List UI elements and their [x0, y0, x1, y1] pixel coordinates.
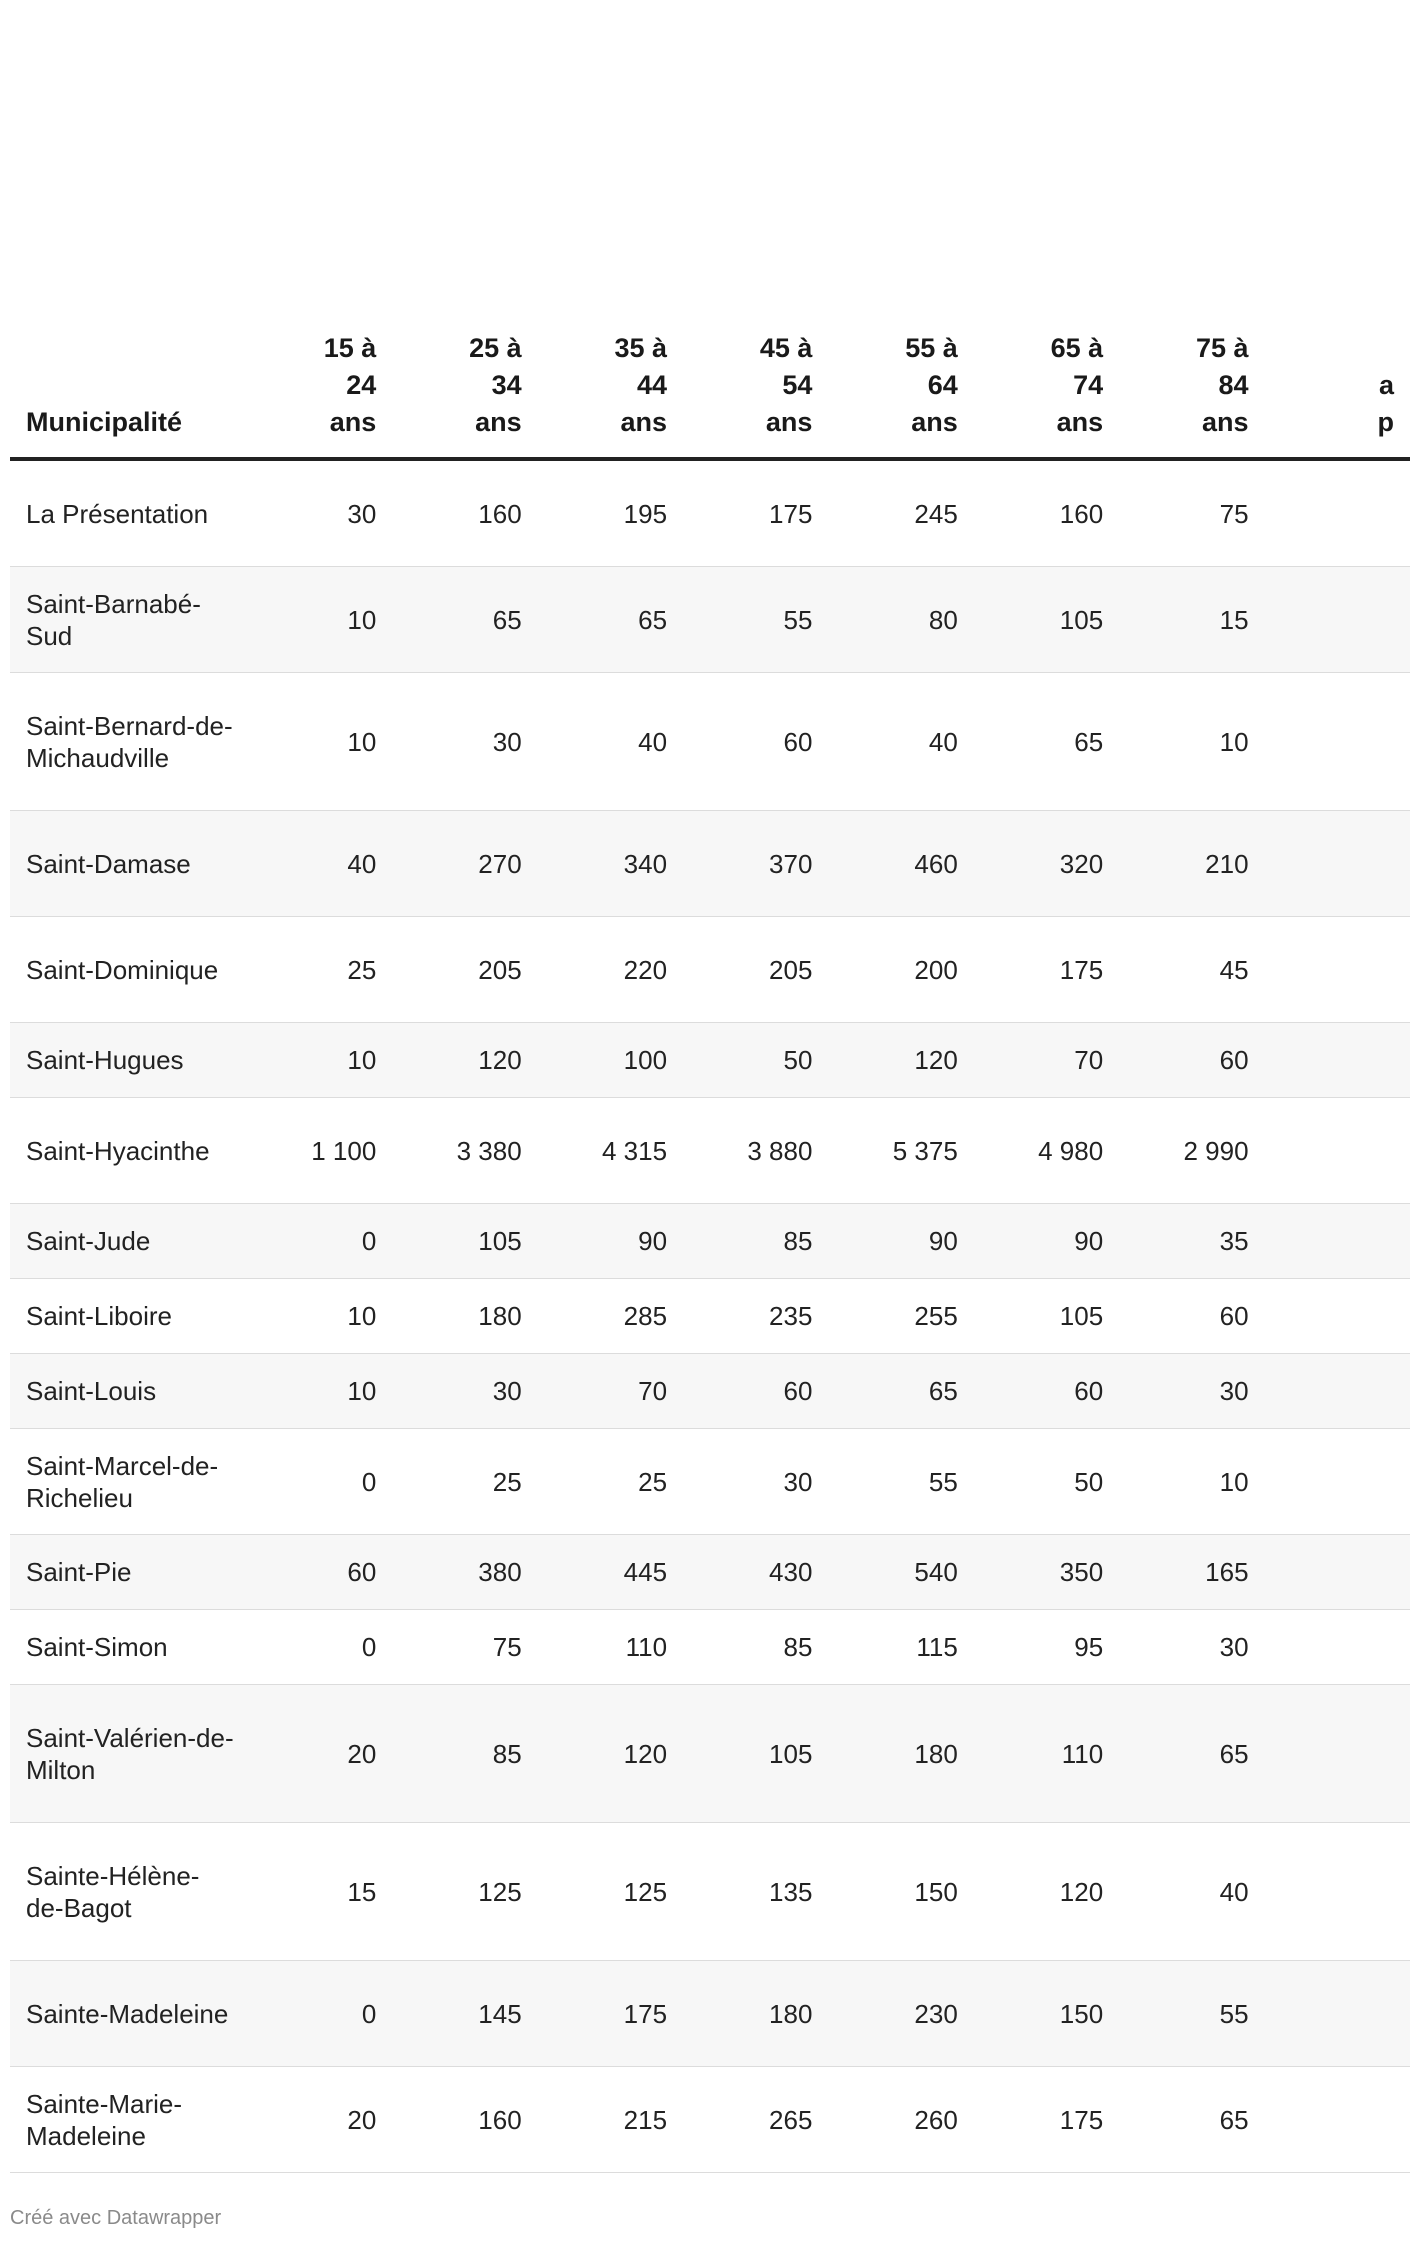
value-cell: 150 — [974, 1961, 1119, 2067]
municipality-cell: Saint-Damase — [10, 811, 247, 917]
value-cell: 15 — [1119, 567, 1264, 673]
value-cell-clipped — [1265, 1961, 1410, 2067]
column-header-line: 44 — [637, 370, 668, 400]
column-header-line: a — [1378, 370, 1394, 400]
value-cell: 85 — [392, 1685, 537, 1823]
value-cell: 160 — [392, 2067, 537, 2173]
column-header-line: 25 à — [469, 333, 522, 363]
column-header-line: ans — [1056, 407, 1104, 437]
column-header-line: 75 à — [1195, 333, 1249, 363]
value-cell: 55 — [828, 1429, 973, 1535]
value-cell: 60 — [247, 1535, 392, 1610]
value-cell: 145 — [392, 1961, 537, 2067]
value-cell: 10 — [247, 567, 392, 673]
municipality-cell: Sainte-Marie-Madeleine — [10, 2067, 247, 2173]
column-header-line: Municipalité — [26, 407, 183, 437]
column-header-line: ans — [620, 407, 668, 437]
value-cell: 95 — [974, 1610, 1119, 1685]
value-cell: 30 — [1119, 1354, 1264, 1429]
municipality-cell: Sainte-Madeleine — [10, 1961, 247, 2067]
column-header-line: 54 — [782, 370, 813, 400]
value-cell: 50 — [683, 1023, 828, 1098]
value-cell-clipped — [1265, 1685, 1410, 1823]
value-cell: 125 — [538, 1823, 683, 1961]
value-cell-clipped — [1265, 1354, 1410, 1429]
column-header-line: 24 — [346, 370, 377, 400]
value-cell: 25 — [392, 1429, 537, 1535]
value-cell: 75 — [392, 1610, 537, 1685]
value-cell: 0 — [247, 1961, 392, 2067]
column-header-line: ans — [765, 407, 813, 437]
value-cell: 10 — [247, 1354, 392, 1429]
column-header-1[interactable] — [247, 330, 392, 459]
value-cell-clipped — [1265, 1535, 1410, 1610]
value-cell: 40 — [538, 673, 683, 811]
value-cell: 40 — [247, 811, 392, 917]
value-cell: 3 380 — [392, 1098, 537, 1204]
value-cell: 105 — [974, 1279, 1119, 1354]
value-cell-clipped — [1265, 1023, 1410, 1098]
column-header-2[interactable] — [392, 330, 537, 459]
column-header-7[interactable] — [1119, 330, 1264, 459]
column-header-3[interactable] — [538, 330, 683, 459]
value-cell: 215 — [538, 2067, 683, 2173]
value-cell: 45 — [1119, 917, 1264, 1023]
value-cell: 60 — [1119, 1279, 1264, 1354]
table-row — [10, 1685, 1410, 1823]
table-row — [10, 1610, 1410, 1685]
value-cell: 65 — [1119, 2067, 1264, 2173]
value-cell: 205 — [683, 917, 828, 1023]
value-cell: 85 — [683, 1610, 828, 1685]
municipality-cell: Saint-Hugues — [10, 1023, 247, 1098]
table-body — [10, 459, 1410, 2173]
municipality-cell: Saint-Hyacinthe — [10, 1098, 247, 1204]
value-cell: 180 — [683, 1961, 828, 2067]
value-cell: 65 — [828, 1354, 973, 1429]
header-row — [10, 330, 1410, 459]
value-cell-clipped — [1265, 459, 1410, 567]
municipality-cell: Saint-Liboire — [10, 1279, 247, 1354]
table-row — [10, 811, 1410, 917]
table-row — [10, 1429, 1410, 1535]
value-cell-clipped — [1265, 1823, 1410, 1961]
value-cell: 65 — [974, 673, 1119, 811]
column-header-5[interactable] — [828, 330, 973, 459]
value-cell: 10 — [247, 673, 392, 811]
value-cell: 175 — [974, 2067, 1119, 2173]
value-cell: 110 — [538, 1610, 683, 1685]
column-header-line: 64 — [927, 370, 958, 400]
column-header-line: p — [1377, 407, 1394, 437]
value-cell-clipped — [1265, 1098, 1410, 1204]
value-cell-clipped — [1265, 1204, 1410, 1279]
value-cell: 0 — [247, 1429, 392, 1535]
value-cell: 205 — [392, 917, 537, 1023]
value-cell-clipped — [1265, 1279, 1410, 1354]
municipality-cell: Saint-Bernard-de-Michaudville — [10, 673, 247, 811]
column-header-municipalite[interactable] — [10, 330, 247, 459]
value-cell: 180 — [828, 1685, 973, 1823]
value-cell: 175 — [683, 459, 828, 567]
value-cell: 60 — [1119, 1023, 1264, 1098]
table-row — [10, 673, 1410, 811]
value-cell: 180 — [392, 1279, 537, 1354]
value-cell: 90 — [974, 1204, 1119, 1279]
column-header-line: ans — [911, 407, 958, 437]
value-cell: 175 — [974, 917, 1119, 1023]
value-cell: 30 — [683, 1429, 828, 1535]
value-cell: 445 — [538, 1535, 683, 1610]
column-header-line: 65 à — [1050, 333, 1104, 363]
municipality-cell: Sainte-Hélène-de-Bagot — [10, 1823, 247, 1961]
value-cell: 10 — [247, 1279, 392, 1354]
value-cell: 30 — [392, 1354, 537, 1429]
value-cell: 160 — [392, 459, 537, 567]
value-cell: 200 — [828, 917, 973, 1023]
column-header-line: 84 — [1218, 370, 1249, 400]
value-cell: 120 — [392, 1023, 537, 1098]
municipality-cell: Saint-Louis — [10, 1354, 247, 1429]
value-cell: 20 — [247, 1685, 392, 1823]
value-cell: 380 — [392, 1535, 537, 1610]
column-header-8[interactable] — [1265, 330, 1410, 459]
value-cell: 2 990 — [1119, 1098, 1264, 1204]
value-cell: 10 — [247, 1023, 392, 1098]
column-header-4[interactable] — [683, 330, 828, 459]
value-cell: 540 — [828, 1535, 973, 1610]
table-row — [10, 1823, 1410, 1961]
column-header-line: ans — [1202, 407, 1249, 437]
value-cell: 65 — [392, 567, 537, 673]
table-viewport — [10, 330, 1394, 2173]
value-cell: 175 — [538, 1961, 683, 2067]
value-cell: 30 — [247, 459, 392, 567]
column-header-line: 35 à — [614, 333, 668, 363]
value-cell: 50 — [974, 1429, 1119, 1535]
value-cell: 235 — [683, 1279, 828, 1354]
value-cell: 15 — [247, 1823, 392, 1961]
column-header-line: 55 à — [905, 333, 958, 363]
value-cell: 70 — [974, 1023, 1119, 1098]
value-cell: 245 — [828, 459, 973, 567]
value-cell: 120 — [974, 1823, 1119, 1961]
value-cell: 150 — [828, 1823, 973, 1961]
column-header-line: ans — [475, 407, 522, 437]
municipality-cell: Saint-Jude — [10, 1204, 247, 1279]
municipality-cell: Saint-Valérien-de-Milton — [10, 1685, 247, 1823]
value-cell-clipped — [1265, 2067, 1410, 2173]
datawrapper-credit: Créé avec Datawrapper — [10, 2207, 222, 2229]
value-cell: 40 — [828, 673, 973, 811]
value-cell: 30 — [1119, 1610, 1264, 1685]
value-cell: 55 — [1119, 1961, 1264, 2067]
value-cell-clipped — [1265, 1429, 1410, 1535]
value-cell: 60 — [683, 673, 828, 811]
value-cell: 255 — [828, 1279, 973, 1354]
municipality-cell: La Présentation — [10, 459, 247, 567]
municipality-cell: Saint-Dominique — [10, 917, 247, 1023]
value-cell: 70 — [538, 1354, 683, 1429]
value-cell: 115 — [828, 1610, 973, 1685]
municipality-cell: Saint-Simon — [10, 1610, 247, 1685]
column-header-line: ans — [329, 407, 377, 437]
table-row — [10, 567, 1410, 673]
value-cell-clipped — [1265, 917, 1410, 1023]
value-cell: 80 — [828, 567, 973, 673]
value-cell: 460 — [828, 811, 973, 917]
value-cell: 25 — [538, 1429, 683, 1535]
value-cell: 0 — [247, 1204, 392, 1279]
value-cell: 85 — [683, 1204, 828, 1279]
value-cell: 30 — [392, 673, 537, 811]
value-cell: 75 — [1119, 459, 1264, 567]
value-cell: 0 — [247, 1610, 392, 1685]
column-header-line: 45 à — [759, 333, 813, 363]
value-cell: 430 — [683, 1535, 828, 1610]
value-cell: 60 — [683, 1354, 828, 1429]
value-cell: 100 — [538, 1023, 683, 1098]
value-cell: 120 — [538, 1685, 683, 1823]
value-cell: 4 315 — [538, 1098, 683, 1204]
value-cell: 5 375 — [828, 1098, 973, 1204]
municipality-cell: Saint-Marcel-de-Richelieu — [10, 1429, 247, 1535]
value-cell: 105 — [974, 567, 1119, 673]
value-cell: 230 — [828, 1961, 973, 2067]
value-cell: 65 — [1119, 1685, 1264, 1823]
value-cell: 35 — [1119, 1204, 1264, 1279]
value-cell: 220 — [538, 917, 683, 1023]
column-header-line: 34 — [491, 370, 522, 400]
value-cell: 90 — [828, 1204, 973, 1279]
value-cell: 195 — [538, 459, 683, 567]
table-row — [10, 2067, 1410, 2173]
table-header — [10, 330, 1410, 459]
value-cell: 4 980 — [974, 1098, 1119, 1204]
municipality-cell: Saint-Barnabé-Sud — [10, 567, 247, 673]
table-row — [10, 1279, 1410, 1354]
value-cell-clipped — [1265, 1610, 1410, 1685]
value-cell: 285 — [538, 1279, 683, 1354]
value-cell: 125 — [392, 1823, 537, 1961]
value-cell: 105 — [392, 1204, 537, 1279]
municipality-cell: Saint-Pie — [10, 1535, 247, 1610]
value-cell: 55 — [683, 567, 828, 673]
value-cell: 260 — [828, 2067, 973, 2173]
value-cell: 105 — [683, 1685, 828, 1823]
value-cell-clipped — [1265, 811, 1410, 917]
table-row — [10, 1961, 1410, 2067]
value-cell: 1 100 — [247, 1098, 392, 1204]
value-cell: 10 — [1119, 1429, 1264, 1535]
population-age-table — [10, 330, 1410, 2173]
table-row — [10, 1354, 1410, 1429]
table-row — [10, 459, 1410, 567]
table-row — [10, 1098, 1410, 1204]
table-row — [10, 1535, 1410, 1610]
value-cell: 110 — [974, 1685, 1119, 1823]
value-cell: 25 — [247, 917, 392, 1023]
value-cell-clipped — [1265, 567, 1410, 673]
value-cell: 3 880 — [683, 1098, 828, 1204]
table-row — [10, 1204, 1410, 1279]
value-cell: 320 — [974, 811, 1119, 917]
value-cell: 210 — [1119, 811, 1264, 917]
value-cell: 60 — [974, 1354, 1119, 1429]
column-header-line: 15 à — [323, 333, 377, 363]
value-cell: 160 — [974, 459, 1119, 567]
table-row — [10, 917, 1410, 1023]
value-cell: 265 — [683, 2067, 828, 2173]
value-cell: 270 — [392, 811, 537, 917]
value-cell: 370 — [683, 811, 828, 917]
value-cell: 40 — [1119, 1823, 1264, 1961]
table-row — [10, 1023, 1410, 1098]
value-cell: 135 — [683, 1823, 828, 1961]
value-cell: 120 — [828, 1023, 973, 1098]
value-cell: 90 — [538, 1204, 683, 1279]
value-cell: 10 — [1119, 673, 1264, 811]
value-cell: 65 — [538, 567, 683, 673]
column-header-6[interactable] — [974, 330, 1119, 459]
value-cell: 20 — [247, 2067, 392, 2173]
value-cell: 340 — [538, 811, 683, 917]
value-cell: 350 — [974, 1535, 1119, 1610]
column-header-line: 74 — [1073, 370, 1104, 400]
value-cell-clipped — [1265, 673, 1410, 811]
value-cell: 165 — [1119, 1535, 1264, 1610]
